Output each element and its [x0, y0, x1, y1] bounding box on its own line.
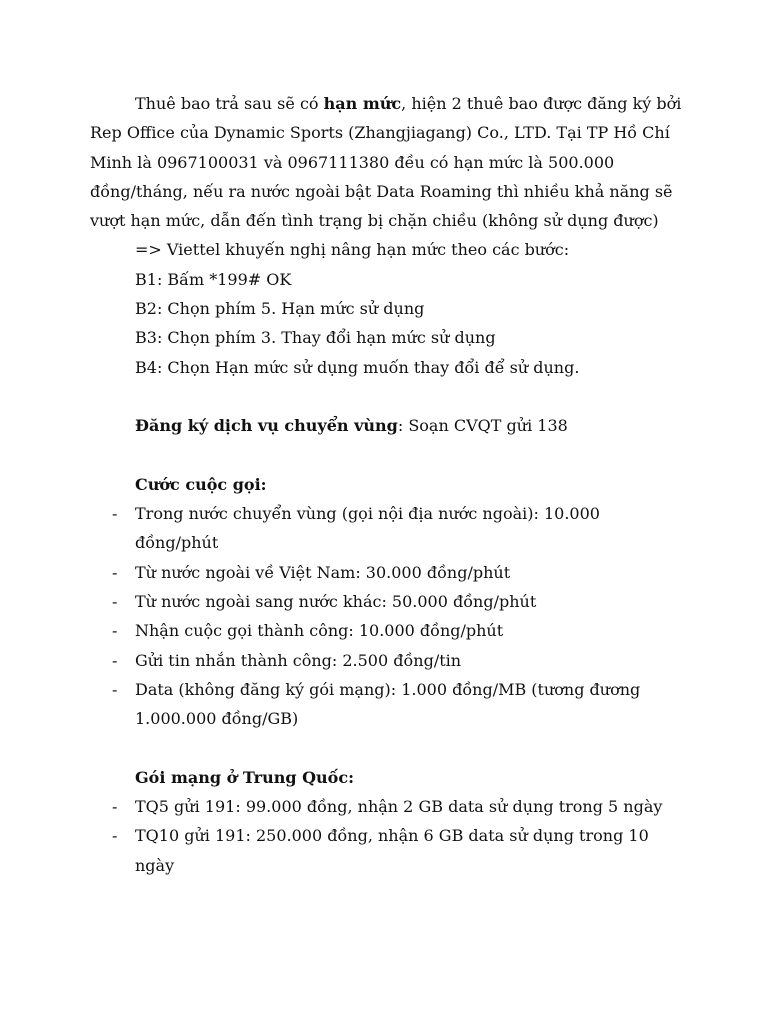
packages-heading — [90, 763, 682, 792]
packages-list — [90, 792, 682, 880]
list-item — [90, 821, 682, 880]
roaming-label: Đăng ký dịch vụ chuyển vùng — [135, 416, 398, 436]
advice-step: B4: Chọn Hạn mức sử dụng muốn thay đổi để sử dụng. — [135, 357, 580, 377]
dash-bullet: - — [112, 562, 118, 582]
call-rates-list — [90, 499, 682, 733]
list-item — [90, 646, 682, 675]
list-item-text: Nhận cuộc gọi thành công: 10.000 đồng/phút — [135, 621, 504, 641]
dash-bullet: - — [112, 621, 118, 641]
list-item — [90, 587, 682, 616]
list-item — [90, 675, 682, 734]
advice-step: B1: Bấm *199# OK — [135, 269, 292, 289]
intro-paragraph — [90, 89, 682, 235]
list-item — [90, 558, 682, 587]
spacer — [90, 734, 682, 763]
list-item-text: TQ5 gửi 191: 99.000 đồng, nhận 2 GB data sử dụng trong 5 ngày — [135, 797, 663, 817]
advice-heading: => Viettel khuyến nghị nâng hạn mức theo các bước: — [135, 240, 570, 260]
dash-bullet: - — [112, 679, 118, 699]
list-item — [90, 499, 682, 558]
packages-heading-text: Gói mạng ở Trung Quốc: — [135, 767, 354, 787]
dash-bullet: - — [112, 504, 118, 524]
spacer — [90, 441, 682, 470]
roaming-text: : Soạn CVQT gửi 138 — [397, 416, 568, 436]
advice-step: B3: Chọn phím 3. Thay đổi hạn mức sử dụng — [135, 328, 496, 348]
dash-bullet: - — [112, 650, 118, 670]
intro-bold-limit: hạn mức — [323, 94, 402, 113]
list-item-text: TQ10 gửi 191: 250.000 đồng, nhận 6 GB data sử dụng trong 10 ngày — [135, 826, 649, 875]
intro-text-2: , hiện 2 thuê bao được đăng ký bởi Rep Office của Dynamic Sports (Zhangjiagang) Co., LTD. Tại TP Hồ Chí Minh là 0967100031 và 0967111380 đều có hạn mức là 500.000 đồng/tháng, nếu ra nước ngoài bật Data Roaming thì nhiều khả năng sẽ vượt hạn mức, dẫn đến tình trạng bị chặn chiều (không sử dụng được) — [90, 94, 682, 231]
dash-bullet: - — [112, 797, 118, 817]
list-item — [90, 792, 682, 821]
intro-text-1: Thuê bao trả sau sẽ có — [135, 94, 324, 113]
advice-step: B2: Chọn phím 5. Hạn mức sử dụng — [135, 299, 425, 319]
spacer — [90, 382, 682, 411]
roaming-registration — [90, 411, 682, 440]
call-rates-heading — [90, 470, 682, 499]
list-item-text: Từ nước ngoài về Việt Nam: 30.000 đồng/phút — [135, 562, 511, 582]
dash-bullet: - — [112, 592, 118, 612]
list-item-text: Data (không đăng ký gói mạng): 1.000 đồng/MB (tương đương 1.000.000 đồng/GB) — [135, 679, 641, 729]
list-item-text: Gửi tin nhắn thành công: 2.500 đồng/tin — [135, 650, 462, 670]
document-page — [90, 89, 682, 880]
list-item — [90, 616, 682, 645]
list-item-text: Trong nước chuyển vùng (gọi nội địa nước ngoài): 10.000 đồng/phút — [135, 504, 600, 553]
list-item-text: Từ nước ngoài sang nước khác: 50.000 đồng/phút — [135, 592, 537, 612]
dash-bullet: - — [112, 826, 118, 846]
call-rates-heading-text: Cước cuộc gọi: — [135, 474, 267, 494]
